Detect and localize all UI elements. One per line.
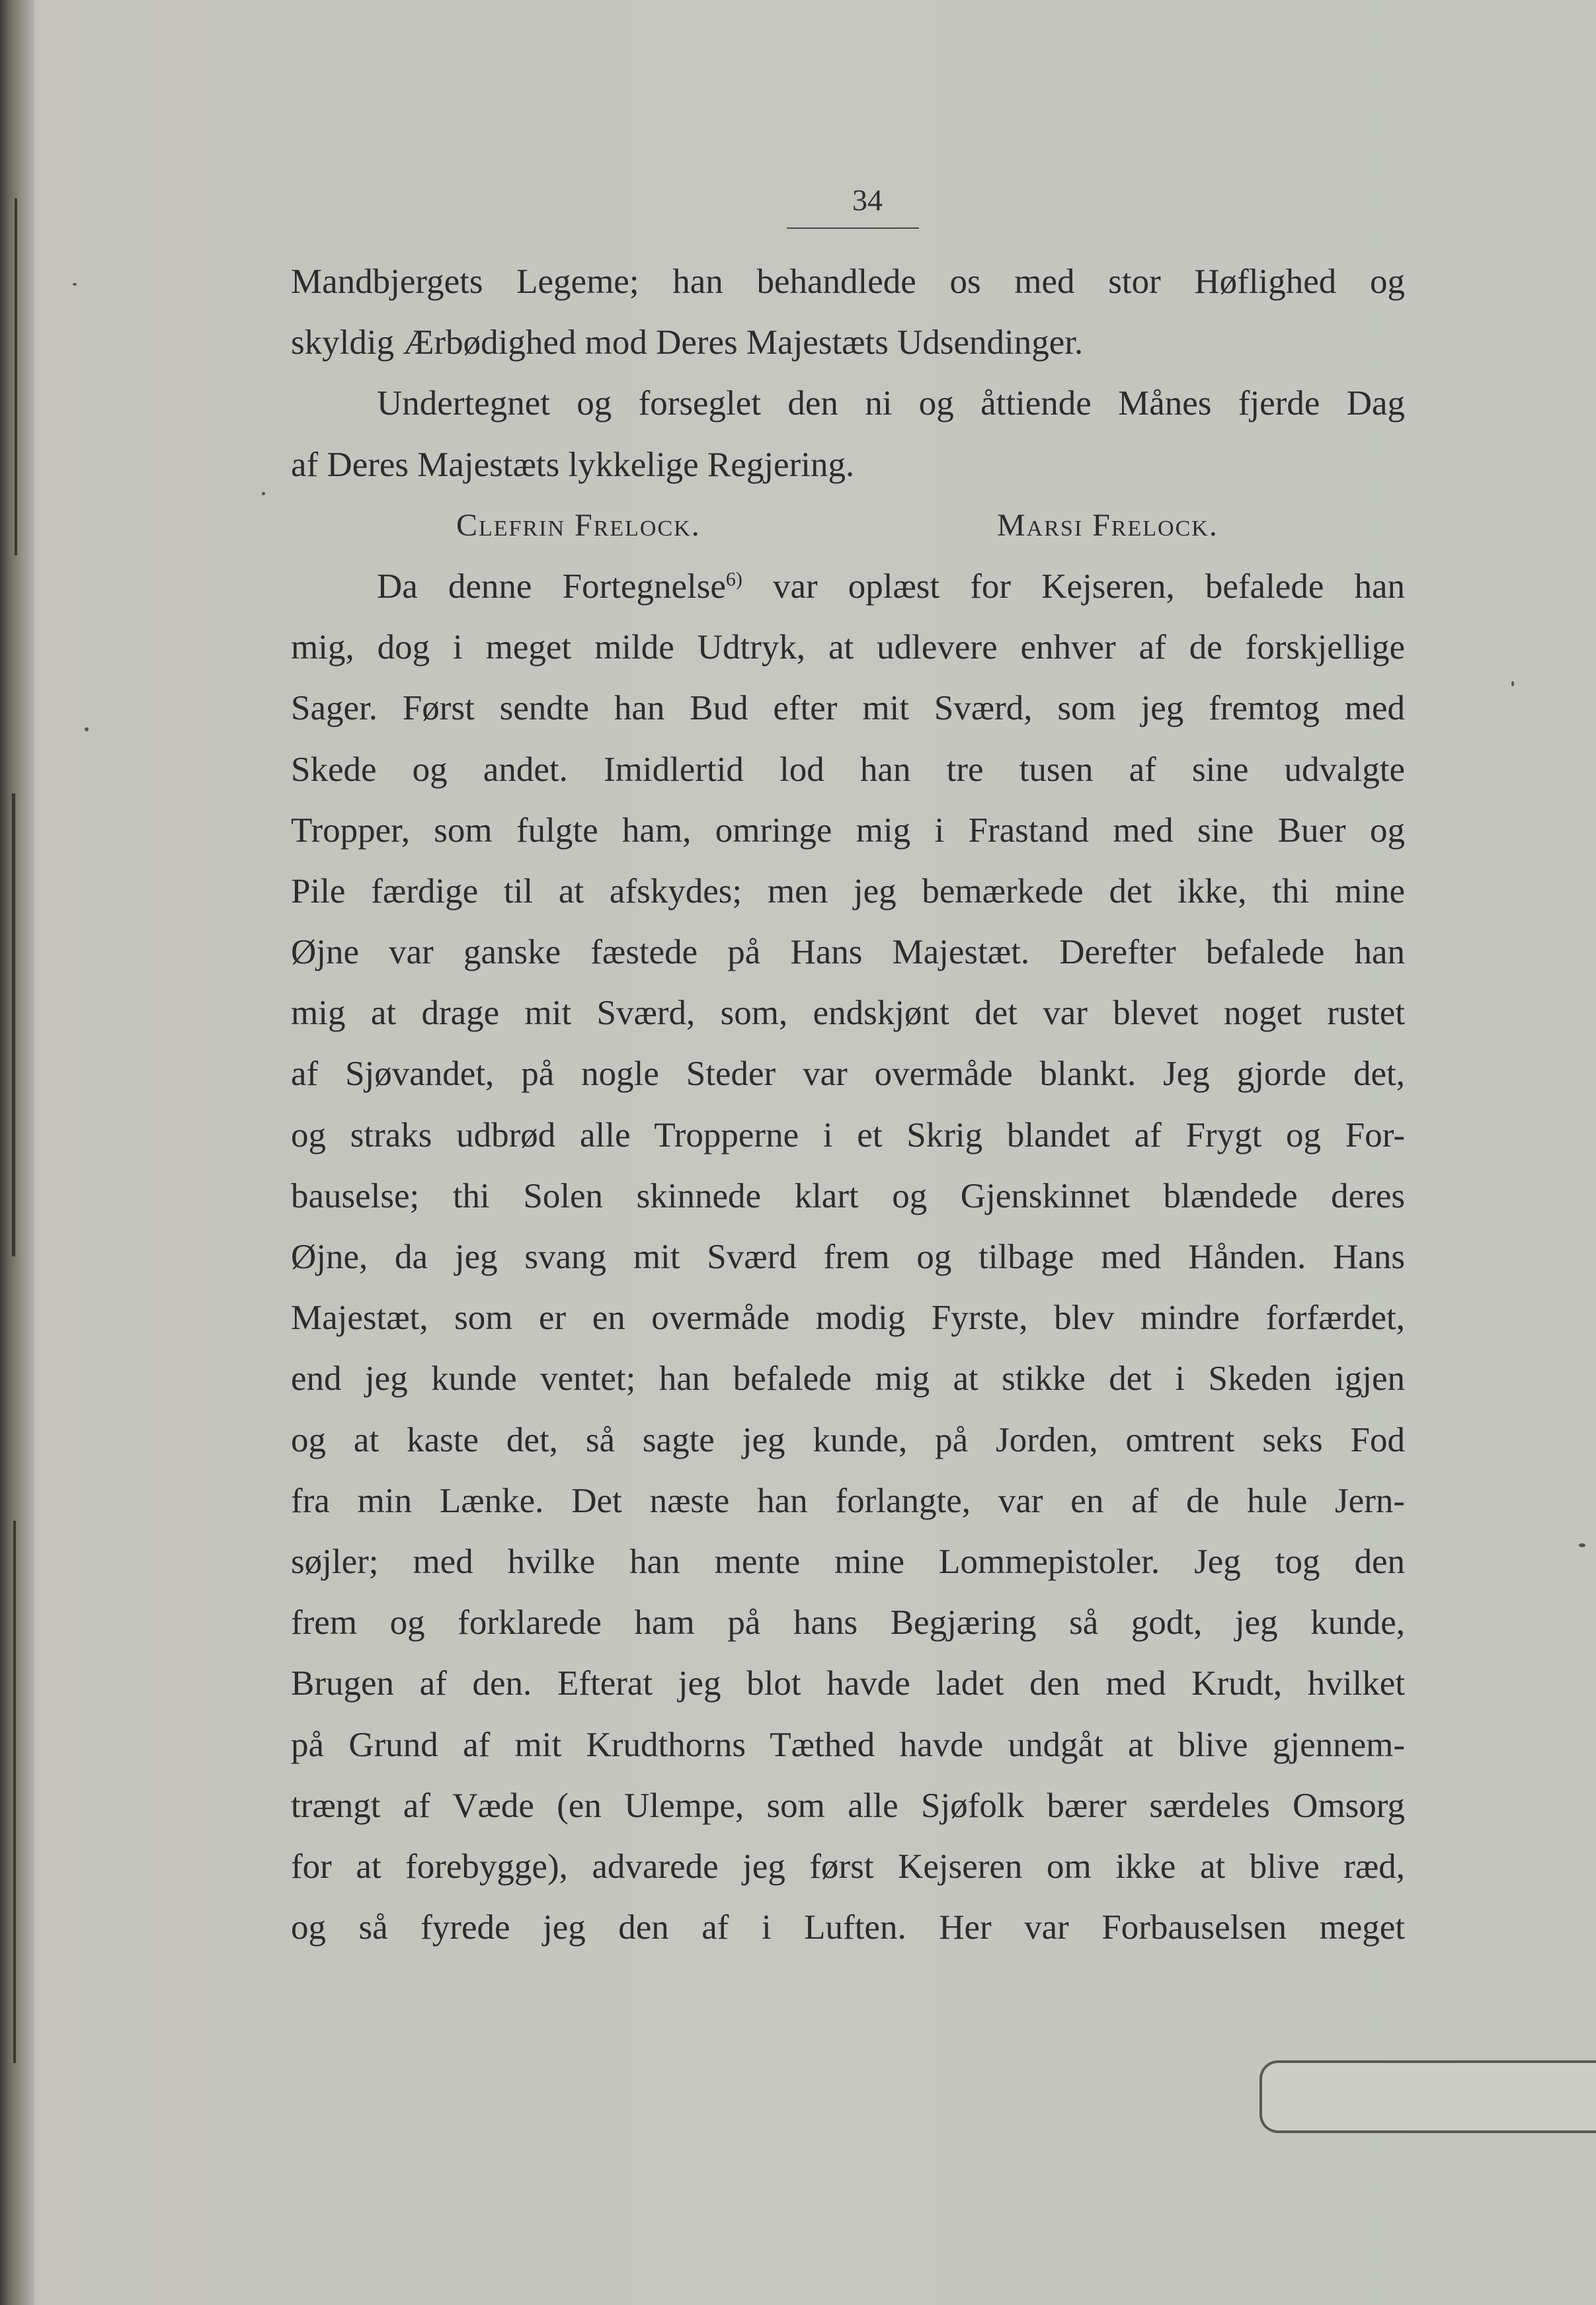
signature-marsi: Marsi Frelock. bbox=[997, 507, 1218, 543]
text-line: Mandbjergets Legeme; han behandlede os med stor Høflighed og bbox=[291, 263, 1405, 301]
footnote-marker: 6) bbox=[725, 568, 742, 590]
catch-bracket bbox=[1259, 2060, 1596, 2133]
text-line: og straks udbrød alle Tropperne i et Skrig blandet af Frygt og For- bbox=[291, 1115, 1405, 1154]
text-line: fra min Lænke. Det næste han forlangte, var en af de hule Jern- bbox=[291, 1481, 1405, 1520]
text-line: Øjne, da jeg svang mit Sværd frem og tilbage med Hånden. Hans bbox=[291, 1238, 1405, 1276]
text-line: af Deres Majestæts lykkelige Regjering. bbox=[291, 445, 855, 484]
text-line: mig, dog i meget milde Udtryk, at udlevere enhver af de forskjellige bbox=[291, 628, 1405, 667]
text-line: Undertegnet og forseglet den ni og åttiende Månes fjerde Dag bbox=[377, 384, 1405, 423]
text-fragment: var oplæst for Kejseren, befalede han bbox=[742, 567, 1405, 606]
text-line: Pile færdige til at afskydes; men jeg bemærkede det ikke, thi mine bbox=[291, 871, 1405, 910]
paper-speck bbox=[1511, 681, 1514, 686]
page-number: 34 bbox=[852, 183, 883, 217]
text-line: skyldig Ærbødighed mod Deres Majestæts Udsendinger. bbox=[291, 323, 1084, 362]
text-line: på Grund af mit Krudthorns Tæthed havde undgåt at blive gjennem- bbox=[291, 1725, 1405, 1764]
text-line: end jeg kunde ventet; han befalede mig at stikke det i Skeden igjen bbox=[291, 1359, 1405, 1398]
text-fragment: Da denne Fortegnelse bbox=[377, 567, 726, 606]
text-line: og så fyrede jeg den af i Luften. Her var Forbauselsen meget bbox=[291, 1908, 1405, 1947]
text-line: trængt af Væde (en Ulempe, som alle Sjøfolk bærer særdeles Omsorg bbox=[291, 1786, 1405, 1825]
text-line: frem og forklarede ham på hans Begjæring så godt, jeg kunde, bbox=[291, 1603, 1405, 1642]
text-line: af Sjøvandet, på nogle Steder var overmåde blankt. Jeg gjorde det, bbox=[291, 1055, 1405, 1094]
text-line: for at forebygge), advarede jeg først Kejseren om ikke at blive ræd, bbox=[291, 1847, 1405, 1886]
paper-speck bbox=[73, 283, 77, 286]
paper-speck bbox=[262, 492, 265, 495]
header-rule bbox=[787, 227, 919, 229]
text-line: Øjne var ganske fæstede på Hans Majestæt. Derefter befalede han bbox=[291, 933, 1405, 972]
spine-edge-mark bbox=[13, 1521, 16, 2063]
paper-speck bbox=[85, 727, 89, 731]
text-line: Brugen af den. Efterat jeg blot havde ladet den med Krudt, hvilket bbox=[291, 1664, 1405, 1703]
book-spine-shadow bbox=[0, 0, 34, 2305]
paper-speck bbox=[1579, 1543, 1585, 1547]
text-line: Majestæt, som er en overmåde modig Fyrste, blev mindre forfærdet, bbox=[291, 1299, 1405, 1338]
text-line bbox=[291, 556, 1405, 617]
text-line: og at kaste det, så sagte jeg kunde, på Jorden, omtrent seks Fod bbox=[291, 1420, 1405, 1459]
text-line: søjler; med hvilke han mente mine Lommepistoler. Jeg tog den bbox=[291, 1542, 1405, 1581]
text-line: Tropper, som fulgte ham, omringe mig i Frastand med sine Buer og bbox=[291, 811, 1405, 850]
body-text bbox=[291, 251, 1405, 1958]
spine-edge-mark bbox=[12, 793, 15, 1256]
signature-row bbox=[291, 495, 1405, 556]
text-line: Sager. Først sendte han Bud efter mit Sværd, som jeg fremtog med bbox=[291, 689, 1405, 728]
text-line: mig at drage mit Sværd, som, endskjønt det var blevet noget rustet bbox=[291, 994, 1405, 1033]
text-line: bauselse; thi Solen skinnede klart og Gjenskinnet blændede deres bbox=[291, 1176, 1405, 1215]
spine-edge-mark bbox=[15, 198, 17, 555]
signature-clefrin: Clefrin Frelock. bbox=[456, 507, 701, 543]
text-line: Skede og andet. Imidlertid lod han tre tusen af sine udvalgte bbox=[291, 750, 1405, 789]
